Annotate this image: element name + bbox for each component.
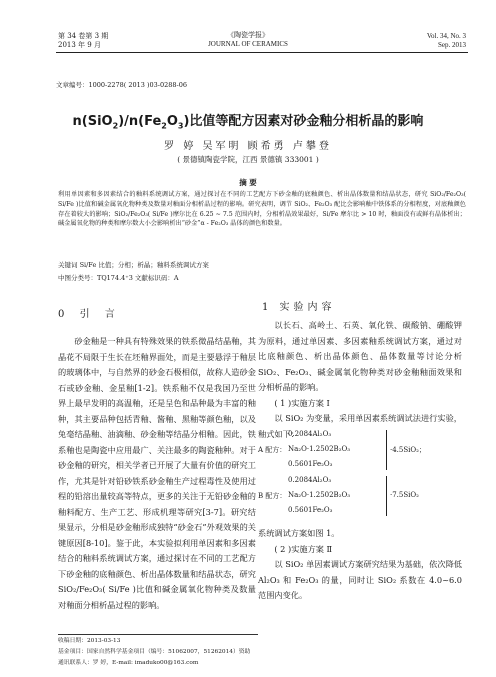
abstract-text: 利用单因素和多因素结合的釉料系统调试方案，通过探讨在不同的工艺配方下砂金釉的底釉颜色、析出晶体数量和结晶状态，研究 SiO₂/Fe₂O₃( Si/Fe )比值和碱金属氧化物种类及数量对釉面分相析晶过程的影响。研究表明，调节 SiO₂、Fe₂O₃ 配比会影响釉中铁体系的分相程度，对底釉颜色存在着较大的影响；SiO₂/Fe₂O₃( Si/Fe )摩尔比在 6.25 ~ 7.5 范围内时，分相析晶效果最好，Si/Fe 摩尔比 > 10 时，釉面没有或鲜有晶体析出；碱金属氧化物的种类和摩尔数大小会影响析出“砂金”α - Fe₂O₃ 晶体的颜色和数量。: [58, 191, 466, 228]
scheme1-note: 系统调试方案如图 1。: [258, 528, 340, 538]
date-en: Sep. 2013: [438, 41, 466, 49]
footnote-rule: [58, 634, 258, 635]
authors: 罗 婷 吴军明 顾希勇 卢攀登: [164, 141, 332, 152]
formula-b: [258, 476, 458, 520]
keywords: 关键词 Si/Fe 比值；分相；析晶；釉料系统调试方案: [58, 261, 209, 269]
scheme1-text: 以 SiO₂ 为变量，采用单因素系统调试法进行实验，釉式如下：: [258, 413, 462, 439]
section-experiment-heading: 1 实验内容: [262, 302, 336, 313]
intro-paragraph: 砂金釉是一种具有特殊效果的铁系微晶结晶釉，其晶花不局限于生长在坯釉界面处，而是主要悬浮于釉层的玻璃体中，与自然界的砂金石极相似，故称人造砂金石或砂金釉、金星釉[1-2]。铁系釉不仅是我国乃至世界上最早发明的高温釉，还是呈色和品种最为丰富的釉种，其主要品种包括青釉、酱釉、黑釉等颜色釉，以及兔毫结晶釉、油滴釉、砂金釉等结晶分相釉。因此，铁系釉也是陶瓷中应用最广、关注最多的陶瓷釉种。对于砂金釉的研究，相关学者已开展了大量有价值的研究工作，尤其是针对铅砂铁系砂金釉生产过程毒性及使用过程的铅溶出量较高等特点，更多的关注于无铅砂金釉的釉料配方、生产工艺、形成机理等研究[3-7]。研究结果显示，分相是砂金釉形成独特“砂金石”外观效果的关键原因[8-10]。鉴于此，本实验拟利用单因素和多因素结合的釉料系统调试方案，通过探讨在不同的工艺配方下砂金釉的底釉颜色、析出晶体数量和结晶状态，研究SiO₂/Fe₂O₃( Si/Fe )比值和碱金属氧化物种类及数量对釉面分相析晶过程的影响。: [58, 336, 256, 610]
title-part: )比值等配方因素对砂金釉分相析晶的影响: [183, 114, 424, 129]
formula-b-brace: [386, 476, 387, 516]
formula-b-top: 0.2084Al₂O₃: [288, 476, 332, 484]
formula-a: [258, 430, 458, 474]
formula-b-mid: Na₂O·1.2502B₂O₃: [288, 491, 351, 499]
journal-name-cn: 《陶瓷学报》: [227, 31, 269, 39]
volume-cn: 第 34 卷第 3 期: [58, 32, 109, 40]
section-intro-heading: [58, 305, 121, 320]
section-title: 引 言: [79, 309, 121, 320]
formula-a-label: A 配方：: [258, 446, 287, 454]
footnote-fund: 基金项目：国家自然科学基金项目（编号：51062007，51262014）资助: [58, 649, 251, 655]
scheme1-title: ( 1 )实施方案 Ⅰ: [274, 397, 330, 408]
journal-name-en: JOURNAL OF CERAMICS: [208, 40, 288, 48]
affiliation: ( 景德镇陶瓷学院，江西 景德镇 333001 ): [177, 155, 319, 164]
header-volume-en: [427, 32, 466, 50]
date-cn: 2013 年 9 月: [58, 41, 101, 49]
formula-b-side: ·7.5SiO₂: [390, 491, 419, 499]
footnote-contact: 通讯联系人：罗 婷，E-mail: imaduko00@163.com: [58, 660, 199, 666]
volume-en: Vol. 34, No. 3: [426, 32, 466, 40]
formula-a-top: 0.2084Al₂O₃: [288, 430, 332, 438]
title-part: n(SiO: [72, 114, 113, 129]
section-number: 0: [58, 309, 71, 320]
experiment-body-2: [258, 526, 462, 604]
article-number: 文章编号：1000-2278( 2013 )03-0288-06: [56, 81, 188, 89]
abstract-heading: 摘 要: [239, 178, 257, 187]
experiment-body: [258, 318, 462, 442]
formula-b-label: B 配方：: [258, 492, 287, 500]
intro-body: [58, 334, 256, 613]
formula-b-bot: 0.5601Fe₂O₃: [288, 506, 333, 514]
classification: 中图分类号：TQ174.4⁺3 文献标识码：A: [58, 274, 179, 282]
title-sub: 2: [112, 121, 119, 131]
title-sub: 2: [161, 121, 167, 131]
scheme2-text: 以 SiO₂ 单因素调试方案研究结果为基础，依次降低 Al₂O₃ 和 Fe₂O₃ 的量，同时让 SiO₂ 系数在 4.0~6.0 范围内变化。: [258, 559, 462, 600]
footnote-received: 收稿日期：2013-03-13: [58, 638, 121, 644]
paper-title: [0, 110, 496, 131]
scheme2-title: ( 2 )实施方案 Ⅱ: [274, 543, 333, 554]
header-journal: [0, 31, 496, 49]
experiment-paragraph: 以长石、高岭土、石英、氧化铁、碳酸钠、硼酸钾为原料，通过单因素、多因素釉系统调试方案，通过对比底釉颜色、析出晶体颜色、晶体数量等讨论分析 SiO₂、Fe₂O₃、碱金属氧化物种类对砂金釉釉面效果和分相析晶的影响。: [258, 320, 462, 392]
formula-a-mid: Na₂O·1.2502B₂O₃: [288, 445, 351, 453]
header-rule: [56, 52, 468, 53]
title-sub: 3: [177, 121, 184, 131]
formula-a-side: ·4.5SiO₂；: [390, 446, 426, 454]
title-part: )/n(Fe: [118, 114, 162, 129]
formula-a-brace: [386, 430, 387, 470]
title-part: O: [166, 114, 178, 129]
formula-a-bot: 0.5601Fe₂O₃: [288, 460, 333, 468]
